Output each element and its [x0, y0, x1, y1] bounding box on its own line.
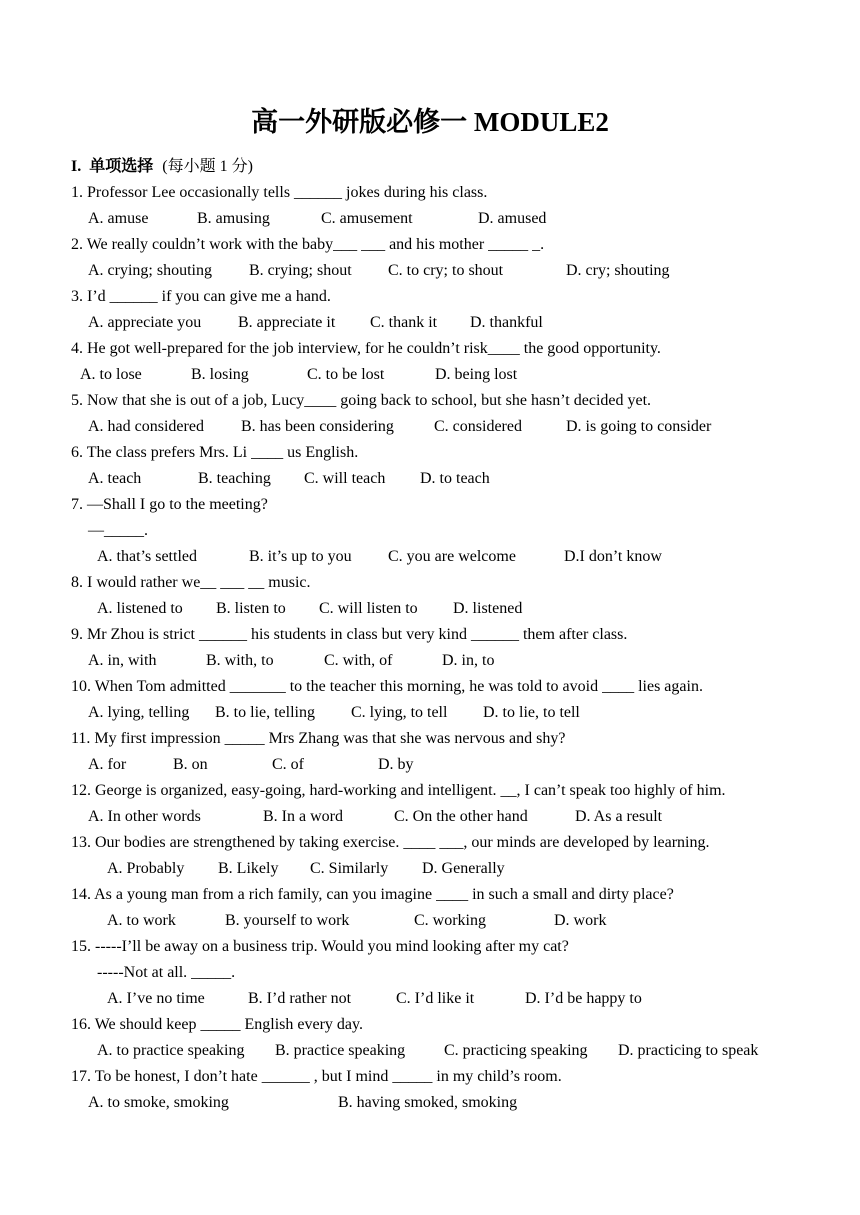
option: A. that’s settled [97, 548, 197, 565]
option: C. On the other hand [394, 808, 528, 825]
page-title: 高一外研版必修一 MODULE2 [251, 107, 609, 137]
option: A. amuse [88, 210, 149, 227]
option: B. having smoked, smoking [338, 1094, 518, 1111]
option: A. I’ve no time [107, 990, 205, 1007]
question-stem: 17. To be honest, I don’t hate ______ , but I mind _____ in my child’s room. [71, 1068, 562, 1085]
option: D. practicing to speak [618, 1042, 759, 1059]
option: B. with, to [206, 652, 274, 669]
question-stem: 9. Mr Zhou is strict ______ his students in class but very kind ______ them after class. [71, 626, 628, 643]
option: C. to be lost [307, 366, 385, 383]
option: A. Probably [107, 860, 185, 877]
option: C. will teach [304, 470, 386, 487]
option: C. thank it [370, 314, 438, 331]
option: C. lying, to tell [351, 704, 448, 721]
option: D. I’d be happy to [525, 990, 642, 1007]
option: B. listen to [216, 600, 286, 617]
option: D. amused [478, 210, 547, 227]
option: D. thankful [470, 314, 543, 331]
options-row [71, 596, 851, 622]
question-stem: 11. My first impression _____ Mrs Zhang was that she was nervous and shy? [71, 730, 566, 747]
option: B. appreciate it [238, 314, 336, 331]
options-row [71, 1038, 851, 1064]
option: D. to lie, to tell [483, 704, 580, 721]
options-row [71, 258, 851, 284]
option: D. is going to consider [566, 418, 712, 435]
option: B. it’s up to you [249, 548, 352, 565]
option: B. to lie, telling [215, 704, 315, 721]
option: C. will listen to [319, 600, 418, 617]
options-row [71, 1090, 851, 1116]
question-list [71, 154, 851, 1116]
option: B. I’d rather not [248, 990, 352, 1007]
option: A. crying; shouting [88, 262, 212, 279]
option: B. losing [191, 366, 249, 383]
option: B. crying; shout [249, 262, 352, 279]
options-row [71, 414, 851, 440]
option: D.I don’t know [564, 548, 662, 565]
question-stem-reply: -----Not at all. _____. [97, 964, 236, 981]
question-stem: 8. I would rather we__ ___ __ music. [71, 574, 311, 591]
question-stem: 4. He got well-prepared for the job interview, for he couldn’t risk____ the good opportunity. [71, 340, 661, 357]
options-row [71, 466, 851, 492]
question-stem: 16. We should keep _____ English every day. [71, 1016, 363, 1033]
option: C. with, of [324, 652, 393, 669]
option: D. Generally [422, 860, 505, 877]
option: A. in, with [88, 652, 157, 669]
question-stem: 1. Professor Lee occasionally tells ______ jokes during his class. [71, 184, 488, 201]
options-row [71, 648, 851, 674]
question-stem: 12. George is organized, easy-going, hard-working and intelligent. __, I can’t speak too highly of him. [71, 782, 726, 799]
option: C. Similarly [310, 860, 389, 877]
options-row [71, 856, 851, 882]
option: A. In other words [88, 808, 201, 825]
options-row [71, 986, 851, 1012]
question-stem: 3. I’d ______ if you can give me a hand. [71, 288, 331, 305]
option: D. by [378, 756, 414, 773]
option: B. In a word [263, 808, 343, 825]
section-heading [71, 154, 851, 180]
option: D. cry; shouting [566, 262, 670, 279]
options-row [71, 362, 851, 388]
option: A. teach [88, 470, 142, 487]
option: D. in, to [442, 652, 495, 669]
question-stem: 7. —Shall I go to the meeting? [71, 496, 268, 513]
question-stem: 10. When Tom admitted _______ to the teacher this morning, he was told to avoid ____ lies again. [71, 678, 703, 695]
option: C. to cry; to shout [388, 262, 504, 279]
question-stem-reply: —_____. [88, 522, 148, 539]
option: C. you are welcome [388, 548, 516, 565]
option: A. to lose [80, 366, 142, 383]
options-row [71, 804, 851, 830]
options-row [71, 206, 851, 232]
option: A. listened to [97, 600, 183, 617]
option: B. practice speaking [275, 1042, 406, 1059]
option: D. being lost [435, 366, 518, 383]
section-name: 单项选择 [89, 158, 154, 175]
options-row [71, 700, 851, 726]
option: A. to practice speaking [97, 1042, 245, 1059]
option: B. amusing [197, 210, 270, 227]
option: B. teaching [198, 470, 271, 487]
option: A. for [88, 756, 127, 773]
option: D. As a result [575, 808, 663, 825]
question-stem: 14. As a young man from a rich family, can you imagine ____ in such a small and dirty place? [71, 886, 674, 903]
option: C. amusement [321, 210, 413, 227]
question-stem: 2. We really couldn’t work with the baby___ ___ and his mother _____ _. [71, 236, 545, 253]
option: D. to teach [420, 470, 490, 487]
option: C. of [272, 756, 304, 773]
option: A. to smoke, smoking [88, 1094, 229, 1111]
question-stem: 15. -----I’ll be away on a business trip. Would you mind looking after my cat? [71, 938, 569, 955]
option: D. work [554, 912, 607, 929]
options-row [71, 310, 851, 336]
section-note: (每小题 1 分) [162, 158, 253, 175]
question-stem: 5. Now that she is out of a job, Lucy____ going back to school, but she hasn’t decided yet. [71, 392, 652, 409]
option: C. I’d like it [396, 990, 475, 1007]
question-stem: 13. Our bodies are strengthened by taking exercise. ____ ___, our minds are developed by learning. [71, 834, 710, 851]
option: A. appreciate you [88, 314, 202, 331]
option: C. considered [434, 418, 522, 435]
options-row [71, 908, 851, 934]
question-stem: 6. The class prefers Mrs. Li ____ us English. [71, 444, 359, 461]
section-number: I. [71, 158, 82, 175]
option: C. working [414, 912, 486, 929]
option: B. yourself to work [225, 912, 350, 929]
option: D. listened [453, 600, 523, 617]
option: B. has been considering [241, 418, 394, 435]
options-row [71, 544, 851, 570]
option: C. practicing speaking [444, 1042, 588, 1059]
options-row [71, 752, 851, 778]
option: A. to work [107, 912, 176, 929]
option: A. had considered [88, 418, 204, 435]
option: A. lying, telling [88, 704, 190, 721]
option: B. on [173, 756, 208, 773]
option: B. Likely [218, 860, 279, 877]
